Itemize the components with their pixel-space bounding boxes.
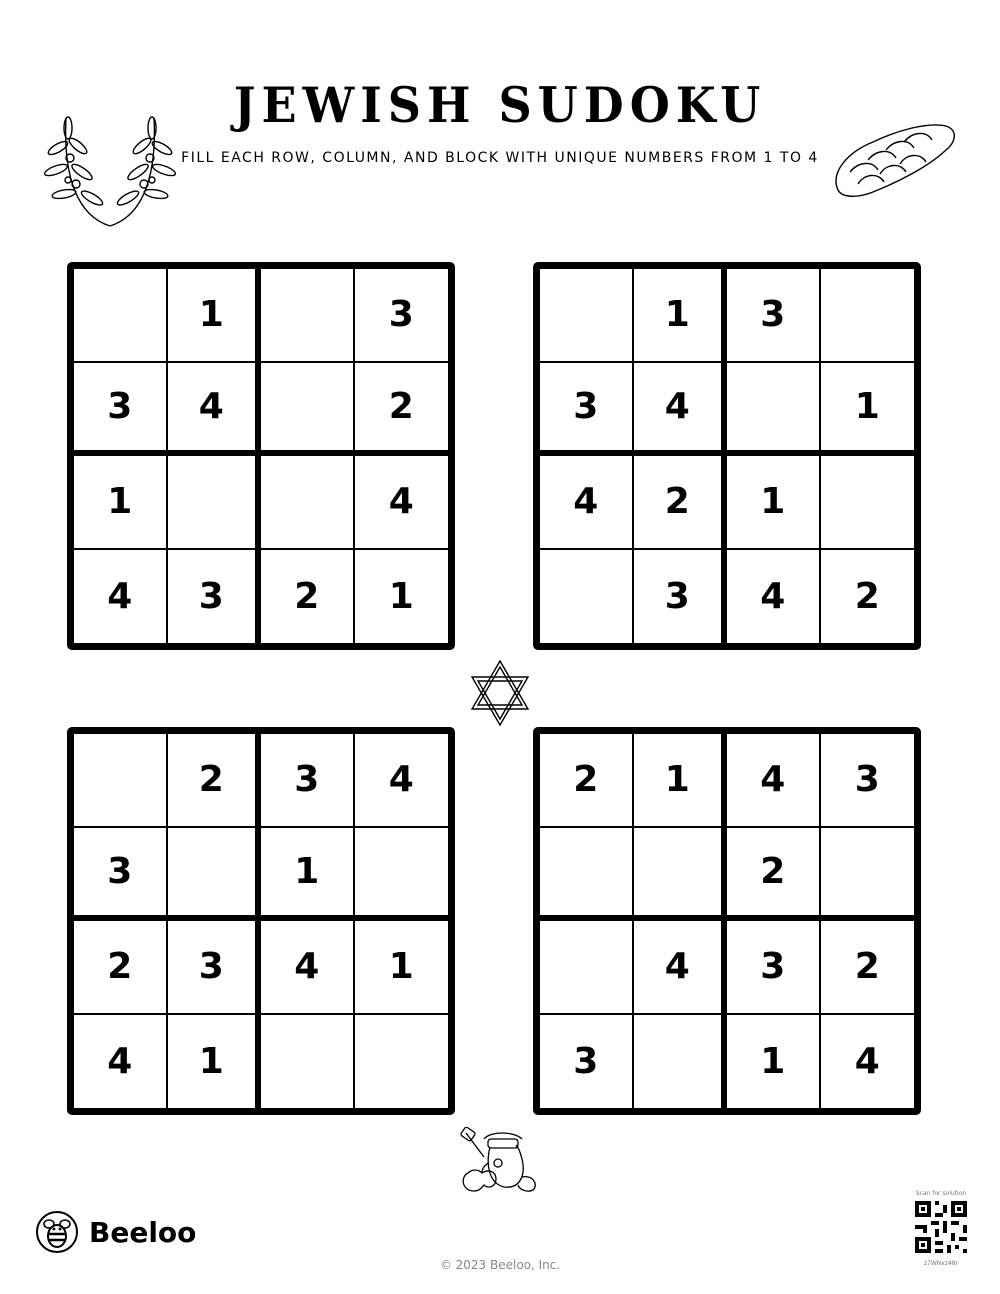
- grid-cell[interactable]: [540, 828, 634, 922]
- grid-cell[interactable]: 4: [854, 1040, 880, 1082]
- grid-cell[interactable]: 1: [355, 921, 449, 1015]
- grid-cell[interactable]: 1: [168, 1015, 262, 1109]
- sudoku-grid-4: [533, 727, 921, 1115]
- copyright-text: © 2023 Beeloo, Inc.: [439, 1258, 561, 1272]
- grid-cell[interactable]: 3: [727, 921, 821, 1015]
- challah-bread-icon: [828, 112, 960, 208]
- grid-cell[interactable]: [634, 1015, 728, 1109]
- bee-logo-icon: [35, 1210, 79, 1254]
- grid-cell[interactable]: 1: [634, 734, 728, 828]
- grid-cell[interactable]: 4: [634, 363, 728, 457]
- brand-name: Beeloo: [89, 1215, 197, 1249]
- grid-cell[interactable]: 3: [355, 269, 449, 363]
- grid-cell[interactable]: 3: [168, 921, 262, 1015]
- grid-cell[interactable]: 4: [74, 550, 168, 644]
- grid-cell[interactable]: 3: [540, 1015, 634, 1109]
- star-of-david-icon: [468, 657, 532, 729]
- grid-cell[interactable]: [634, 828, 728, 922]
- grid-cell[interactable]: 4: [634, 921, 728, 1015]
- grid-cell[interactable]: [540, 269, 634, 363]
- grid-cell[interactable]: [261, 456, 355, 550]
- grid-cell[interactable]: [168, 456, 262, 550]
- grid-cell[interactable]: 4: [355, 734, 449, 828]
- grid-cell[interactable]: 3: [74, 363, 168, 457]
- grid-cell[interactable]: [821, 269, 915, 363]
- grid-cell[interactable]: 3: [74, 828, 168, 922]
- grid-cell[interactable]: 4: [355, 456, 449, 550]
- grid-cell[interactable]: [261, 363, 355, 457]
- grid-cell[interactable]: [261, 1015, 355, 1109]
- grid-cell[interactable]: 1: [727, 1015, 821, 1109]
- grid-cell[interactable]: [821, 456, 915, 550]
- grid-cell[interactable]: [355, 828, 449, 922]
- grid-cell[interactable]: 1: [821, 363, 915, 457]
- grid-cell[interactable]: 3: [634, 550, 728, 644]
- grid-cell[interactable]: [540, 921, 634, 1015]
- grid-cell[interactable]: 3: [168, 550, 262, 644]
- grid-cell[interactable]: 3: [261, 734, 355, 828]
- grid-cell[interactable]: 3: [540, 363, 634, 457]
- brand-logo: [35, 1210, 196, 1254]
- grid-cell[interactable]: [74, 269, 168, 363]
- sudoku-grid-2: [533, 262, 921, 650]
- grid-cell[interactable]: 1: [74, 456, 168, 550]
- qr-code-id: z7WNxz48r: [923, 1260, 959, 1267]
- grid-cell[interactable]: [168, 828, 262, 922]
- grid-cell[interactable]: 1: [388, 575, 414, 617]
- grid-cell[interactable]: 2: [727, 828, 821, 922]
- grid-cell[interactable]: 2: [540, 734, 634, 828]
- grid-cell[interactable]: 2: [355, 363, 449, 457]
- honey-pot-and-apple-icon: [460, 1127, 540, 1195]
- qr-caption: Scan for solution: [915, 1190, 967, 1197]
- grid-cell[interactable]: 2: [854, 575, 880, 617]
- grid-cell[interactable]: 4: [168, 363, 262, 457]
- grid-cell[interactable]: 4: [727, 734, 821, 828]
- grid-cell[interactable]: 1: [261, 828, 355, 922]
- grid-cell[interactable]: 1: [634, 269, 728, 363]
- grid-cell[interactable]: 4: [727, 550, 821, 644]
- grid-cell[interactable]: [74, 734, 168, 828]
- page-instructions: FILL EACH ROW, COLUMN, AND BLOCK WITH UNIQUE NUMBERS FROM 1 TO 4: [181, 150, 819, 166]
- grid-cell[interactable]: 4: [261, 921, 355, 1015]
- grid-cell[interactable]: [821, 828, 915, 922]
- grid-cell[interactable]: 2: [821, 921, 915, 1015]
- grid-cell[interactable]: [261, 269, 355, 363]
- qr-code-icon: [915, 1201, 967, 1253]
- grid-cell[interactable]: 2: [634, 456, 728, 550]
- sudoku-grid-3: [67, 727, 455, 1115]
- grid-cell[interactable]: 3: [727, 269, 821, 363]
- grid-cell[interactable]: 2: [168, 734, 262, 828]
- sudoku-grid-1: [67, 262, 455, 650]
- grid-cell[interactable]: 1: [727, 456, 821, 550]
- page-title: JEWISH SUDOKU: [233, 76, 767, 134]
- grid-cell[interactable]: [355, 1015, 449, 1109]
- solution-qr[interactable]: [908, 1190, 974, 1267]
- grid-cell[interactable]: 2: [74, 921, 168, 1015]
- grid-cell[interactable]: [727, 363, 821, 457]
- grid-cell[interactable]: 1: [168, 269, 262, 363]
- grid-cell[interactable]: 2: [261, 550, 355, 644]
- grid-cell[interactable]: 4: [540, 456, 634, 550]
- grid-cell[interactable]: 4: [74, 1015, 168, 1109]
- olive-branch-wreath-icon: [38, 108, 183, 233]
- grid-cell[interactable]: [540, 550, 634, 644]
- grid-cell[interactable]: 3: [821, 734, 915, 828]
